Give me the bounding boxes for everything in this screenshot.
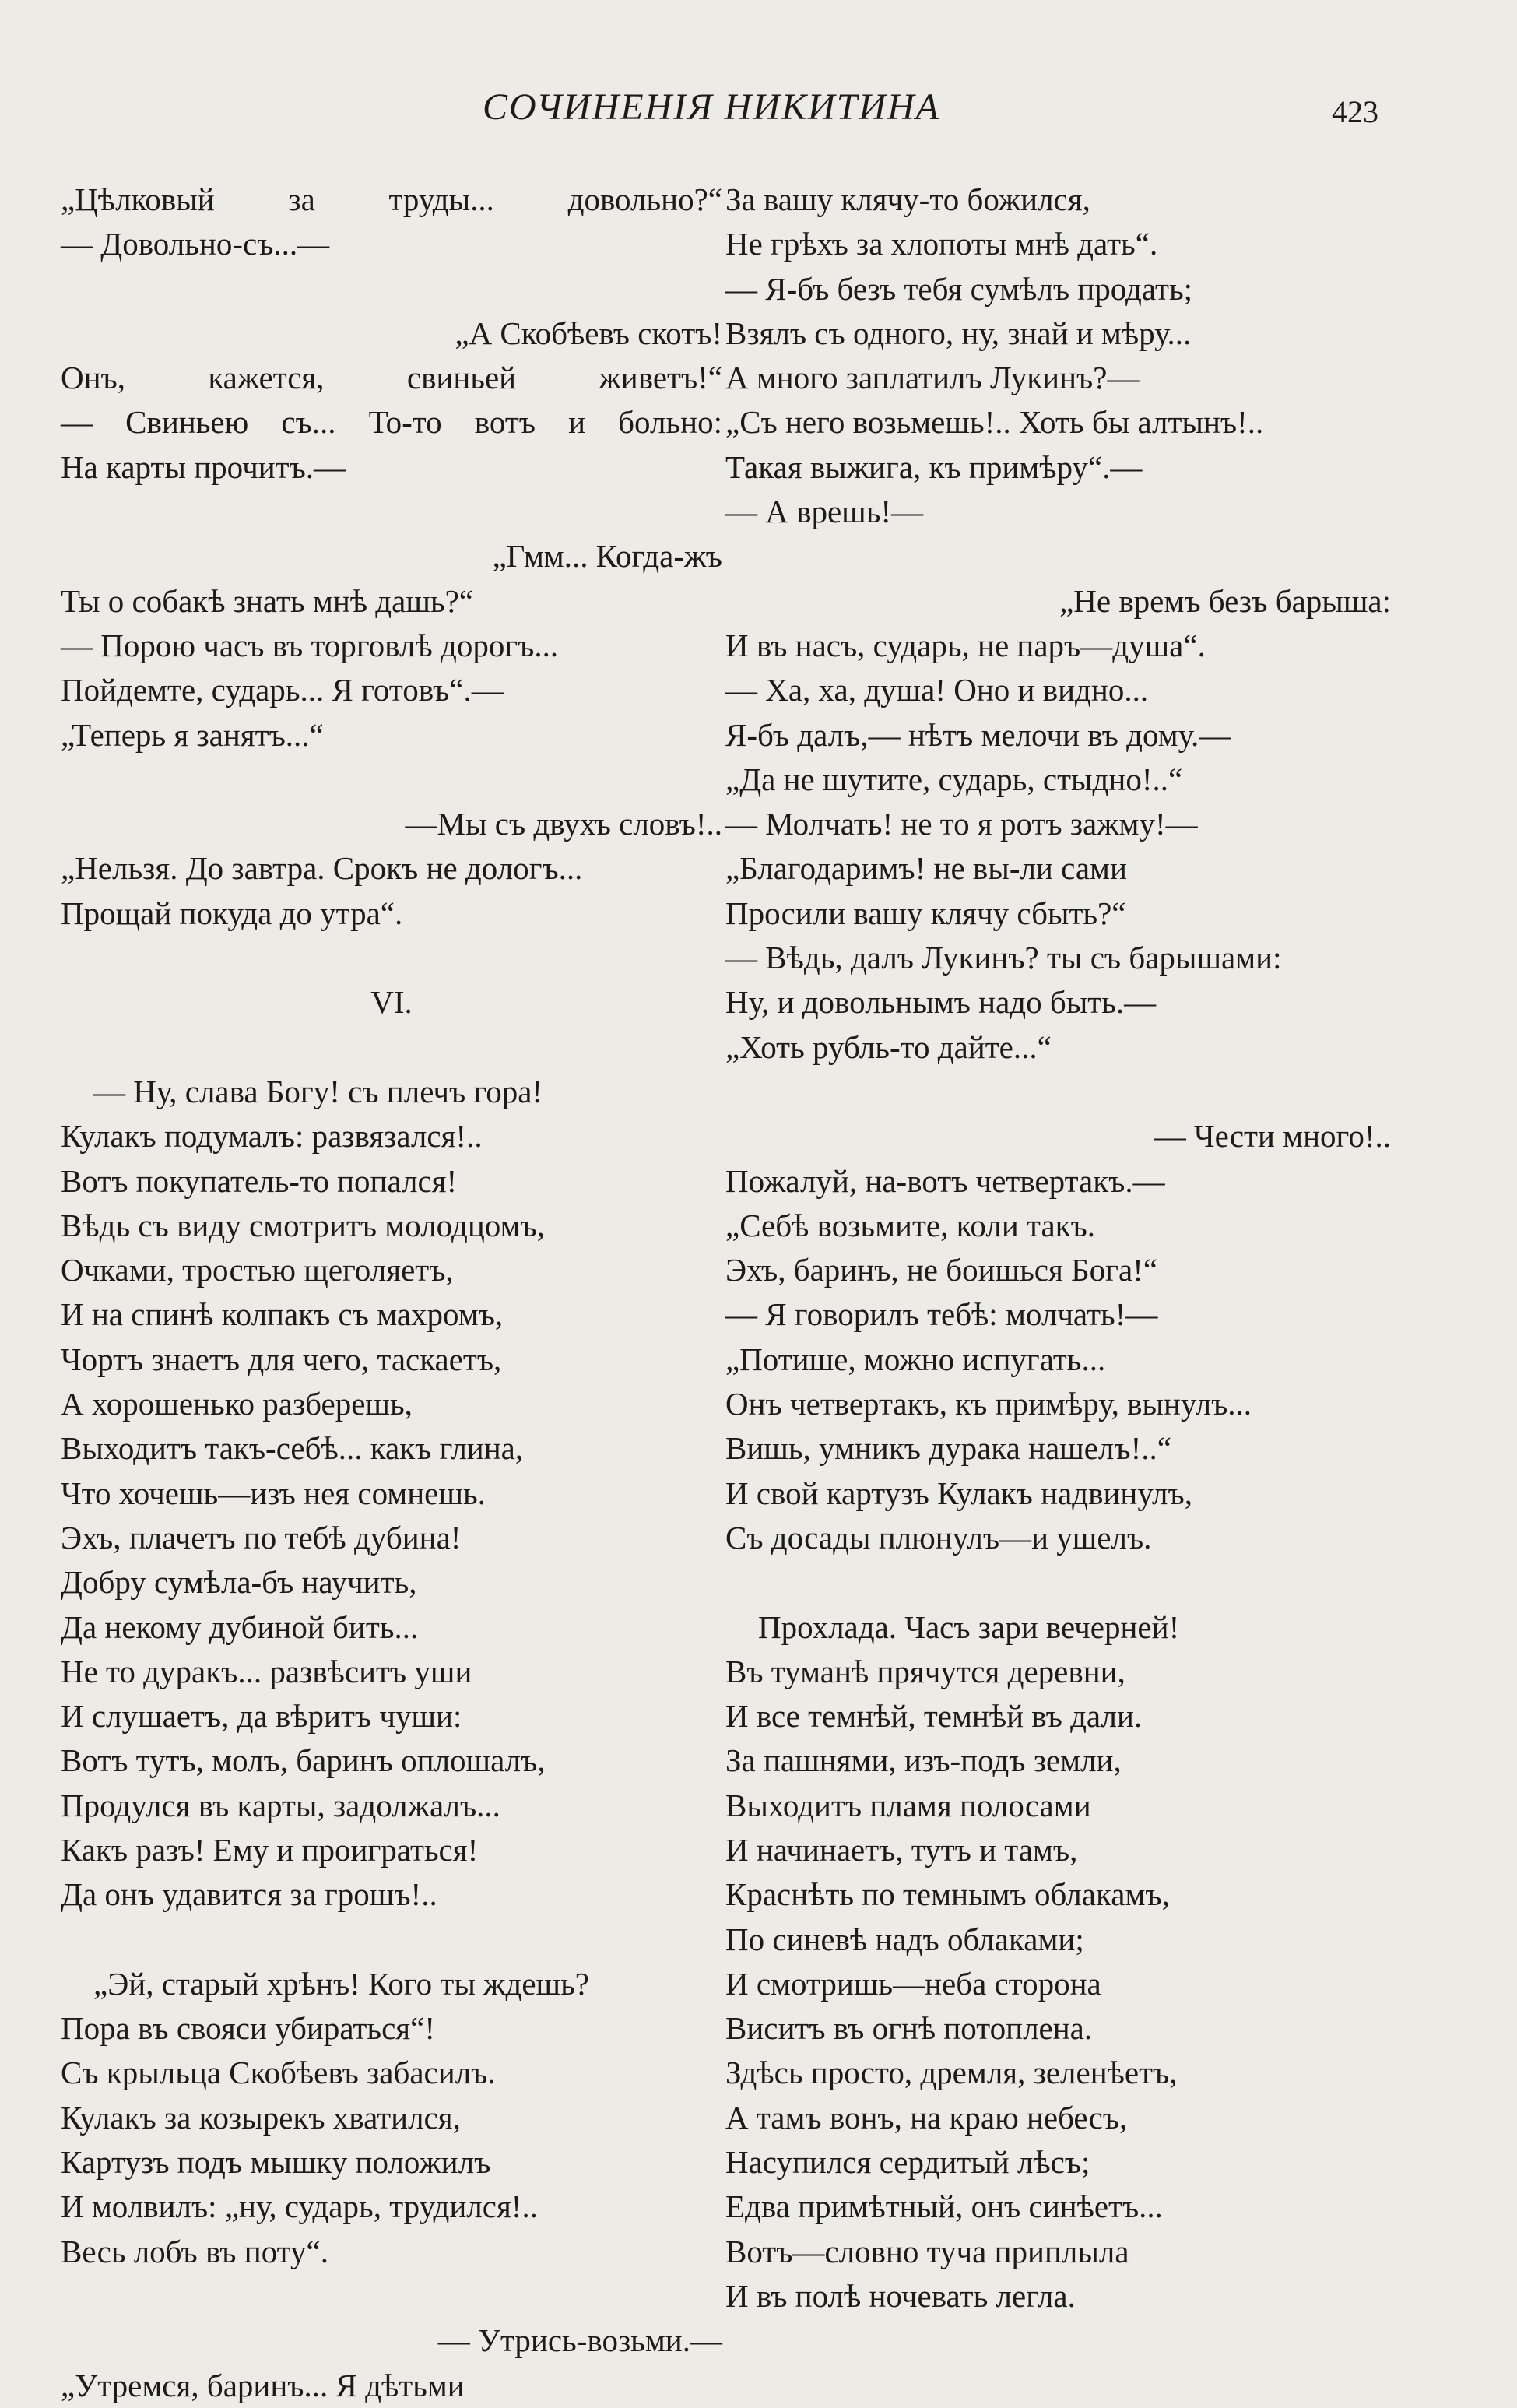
verse-line: Пожалуй, на-вотъ четвертакъ.— <box>725 1162 1165 1199</box>
verse-line: „Цѣлковый за труды... довольно?“ <box>61 181 722 217</box>
verse-line: Виситъ въ огнѣ потоплена. <box>725 2010 1093 2047</box>
verse-line: За вашу клячу-то божился, <box>725 181 1090 217</box>
verse-line: „Гмм... Когда-жъ <box>492 538 722 575</box>
running-head <box>0 86 1517 148</box>
verse-line: — Утрись-возьми.— <box>437 2322 722 2359</box>
verse-line: Въ туманѣ прячутся деревни, <box>725 1653 1125 1689</box>
header-title: СОЧИНЕНІЯ НИКИТИНА <box>483 86 940 128</box>
stanza-gap <box>725 534 1391 578</box>
verse-line: „Эй, старый хрѣнъ! Кого ты ждешь? <box>93 1965 589 2002</box>
stanza-gap <box>725 1560 1391 1605</box>
stanza-gap <box>61 267 722 311</box>
verse-line: — Чести много!.. <box>1154 1118 1391 1155</box>
verse-line: И на спинѣ колпакъ съ махромъ, <box>61 1296 504 1333</box>
verse-line: Насупился сердитый лѣсъ; <box>725 2144 1090 2181</box>
verse-line: Вишь, умникъ дурака нашелъ!..“ <box>725 1430 1171 1467</box>
verse-line: „Благодаримъ! не вы-ли сами <box>725 850 1127 887</box>
verse-line: Едва примѣтный, онъ синѣетъ... <box>725 2188 1163 2225</box>
verse-line: „Хоть рубль-то дайте...“ <box>725 1028 1052 1065</box>
verse-line: „Теперь я занятъ...“ <box>61 716 324 753</box>
verse-line: А тамъ вонъ, на краю небесъ, <box>725 2099 1128 2136</box>
verse-line: Эхъ, баринъ, не боишься Бога!“ <box>725 1252 1158 1288</box>
verse-line: Вотъ—словно туча приплыла <box>725 2233 1129 2269</box>
verse-line: И свой картузъ Кулакъ надвинулъ, <box>725 1475 1192 1511</box>
verse-line: Я-бъ далъ,— нѣтъ мелочи въ дому.— <box>725 716 1231 753</box>
verse-line: — Ха, ха, душа! Оно и видно... <box>725 672 1149 708</box>
verse-line: Да некому дубиной бить... <box>61 1608 419 1645</box>
verse-line: Картузъ подъ мышку положилъ <box>61 2144 491 2181</box>
verse-line: Вотъ тутъ, молъ, баринъ оплошалъ, <box>61 1742 546 1779</box>
verse-line: Съ досады плюнулъ—и ушелъ. <box>725 1519 1152 1556</box>
left-column <box>61 178 722 2408</box>
verse-line: За пашнями, изъ-подъ земли, <box>725 1742 1122 1779</box>
stanza-gap <box>61 1025 722 1070</box>
verse-line: „Да не шутите, сударь, стыдно!..“ <box>725 761 1183 797</box>
verse-line: — Я-бъ безъ тебя сумѣлъ продать; <box>725 270 1193 307</box>
verse-line: Выходитъ пламя полосами <box>725 1787 1091 1823</box>
verse-line: Онъ, кажется, свиньей живетъ!“ <box>61 360 722 396</box>
stanza-gap <box>61 490 722 534</box>
verse-line: А много заплатилъ Лукинъ?— <box>725 360 1140 396</box>
verse-line: „Нельзя. До завтра. Срокъ не дологъ... <box>61 850 583 887</box>
stanza-gap <box>61 758 722 802</box>
verse-line: — Порою часъ въ торговлѣ дорогъ... <box>61 627 559 663</box>
verse-line: И все темнѣй, темнѣй въ дали. <box>725 1698 1143 1735</box>
verse-line: „Себѣ возьмите, коли такъ. <box>725 1207 1096 1243</box>
verse-line: Краснѣть по темнымъ облакамъ, <box>725 1876 1170 1913</box>
page-number: 423 <box>1332 94 1378 129</box>
verse-line: Вотъ покупатель-то попался! <box>61 1162 458 1199</box>
verse-line: Что хочешь—изъ нея сомнешь. <box>61 1475 486 1511</box>
verse-line: А хорошенько разберешь, <box>61 1386 413 1422</box>
verse-line: Пора въ свояси убираться“! <box>61 2010 436 2047</box>
verse-line: Эхъ, плачетъ по тебѣ дубина! <box>61 1519 462 1556</box>
stanza-gap <box>725 1070 1391 1114</box>
verse-line: Ты о собакѣ знать мнѣ дашь?“ <box>61 582 473 619</box>
verse-line: Выходитъ такъ-себѣ... какъ глина, <box>61 1430 524 1467</box>
verse-line: Прохлада. Часъ зари вечерней! <box>758 1608 1180 1645</box>
verse-line: И въ полѣ ночевать легла. <box>725 2277 1076 2314</box>
verse-line: — А врешь!— <box>725 494 924 530</box>
verse-line: VI. <box>370 984 413 1021</box>
verse-line: Да онъ удавится за грошъ!.. <box>61 1876 437 1913</box>
verse-line: Онъ четвертакъ, къ примѣру, вынулъ... <box>725 1386 1252 1422</box>
verse-line: Не грѣхъ за хлопоты мнѣ дать“. <box>725 226 1158 262</box>
verse-line: Кулакъ подумалъ: развязался!.. <box>61 1118 483 1155</box>
verse-line: Ну, и довольнымъ надо быть.— <box>725 984 1157 1021</box>
verse-line: „А Скобѣевъ скотъ! <box>455 315 722 351</box>
verse-line: Взялъ съ одного, ну, знай и мѣру... <box>725 315 1192 351</box>
verse-line: Весь лобъ въ поту“. <box>61 2233 328 2269</box>
verse-line: — Ну, слава Богу! съ плечъ гора! <box>93 1073 543 1109</box>
verse-line: „Утремся, баринъ... Я дѣтьми <box>61 2367 465 2403</box>
verse-line: Не то дуракъ... развѣситъ уши <box>61 1653 472 1689</box>
verse-line: Вѣдь съ виду смотритъ молодцомъ, <box>61 1207 545 1243</box>
verse-line: Такая выжига, къ примѣру“.— <box>725 448 1143 485</box>
right-column <box>725 178 1391 2318</box>
stanza-gap <box>61 2274 722 2318</box>
verse-line: „Не времъ безъ барыша: <box>1059 582 1391 619</box>
verse-line: — Свиньею съ... То-то вотъ и больно: <box>61 404 722 441</box>
stanza-gap <box>61 1918 722 1962</box>
verse-line: —Мы съ двухъ словъ!.. <box>405 806 722 842</box>
verse-line: И смотришь—неба сторона <box>725 1965 1101 2002</box>
verse-line: — Вѣдь, далъ Лукинъ? ты съ барышами: <box>725 940 1282 976</box>
verse-line: Съ крыльца Скобѣевъ забасилъ. <box>61 2055 496 2091</box>
stanza-gap <box>61 936 722 980</box>
verse-line: „Потише, можно испугать... <box>725 1341 1106 1377</box>
verse-line: — Довольно-съ...— <box>61 226 330 262</box>
verse-line: Просили вашу клячу сбыть?“ <box>725 895 1126 931</box>
verse-line: Очками, тростью щеголяетъ, <box>61 1252 454 1288</box>
verse-line: — Молчать! не то я ротъ зажму!— <box>725 806 1198 842</box>
verse-line: Пойдемте, сударь... Я готовъ“.— <box>61 672 504 708</box>
verse-line: — Я говорилъ тебѣ: молчать!— <box>725 1296 1158 1333</box>
verse-line: И въ насъ, сударь, не паръ—душа“. <box>725 627 1206 663</box>
verse-line: „Съ него возьмешь!.. Хоть бы алтынъ!.. <box>725 404 1264 441</box>
verse-line: И слушаетъ, да вѣритъ чуши: <box>61 1698 462 1735</box>
verse-line: На карты прочитъ.— <box>61 448 346 485</box>
verse-line: Какъ разъ! Ему и проиграться! <box>61 1831 479 1868</box>
verse-line: Чортъ знаетъ для чего, таскаетъ, <box>61 1341 502 1377</box>
verse-line: Прощай покуда до утра“. <box>61 895 403 931</box>
verse-line: Добру сумѣла-бъ научить, <box>61 1564 417 1601</box>
verse-line: И начинаетъ, тутъ и тамъ, <box>725 1831 1078 1868</box>
verse-line: Продулся въ карты, задолжалъ... <box>61 1787 500 1823</box>
verse-line: Кулакъ за козырекъ хватился, <box>61 2099 461 2136</box>
verse-line: И молвилъ: „ну, сударь, трудился!.. <box>61 2188 538 2225</box>
verse-line: По синевѣ надъ облаками; <box>725 1921 1084 1957</box>
verse-line: Здѣсь просто, дремля, зеленѣетъ, <box>725 2055 1178 2091</box>
